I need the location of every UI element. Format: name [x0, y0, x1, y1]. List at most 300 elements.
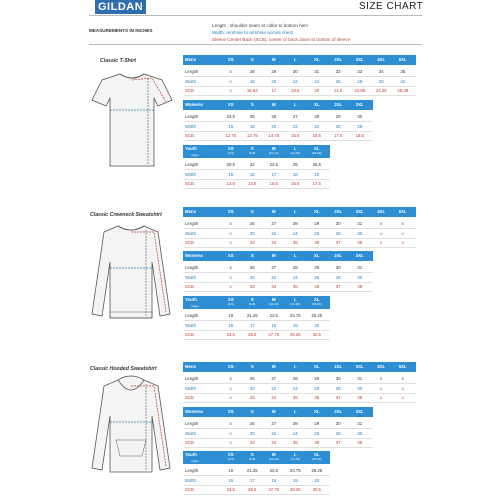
size-age-range: (4-5)	[227, 302, 234, 306]
table-header-label: Womens	[185, 102, 203, 107]
table-cell: 29.25	[289, 487, 301, 492]
size-label: 3XL	[355, 102, 364, 107]
table-cell: 20	[314, 88, 320, 93]
table-row	[183, 160, 330, 169]
product-title: Classic Crewneck Sweatshirt	[90, 212, 162, 218]
table-header	[183, 145, 330, 158]
table-cell: 26	[335, 123, 341, 129]
table-row	[183, 77, 416, 86]
size-column-header	[285, 55, 307, 65]
t-shirt-diagram	[90, 70, 174, 170]
table-cell: 23.75	[289, 468, 301, 473]
size-column-header	[285, 407, 307, 417]
legend-width: Width: armhole to armhole across chest	[212, 30, 293, 35]
table-row	[183, 485, 330, 494]
table-cell: x	[229, 230, 232, 236]
table-cell: 26	[249, 265, 255, 270]
table-cell: 30.5	[312, 487, 321, 492]
size-label: 2XL	[334, 409, 343, 414]
size-label: XS	[227, 57, 234, 62]
table-row	[183, 330, 330, 339]
size-label: L	[293, 209, 297, 214]
table-cell: x	[229, 78, 232, 84]
size-column-header	[306, 251, 328, 261]
table-row	[183, 393, 416, 402]
table-cell: x	[380, 230, 383, 236]
size-column-header	[263, 145, 285, 158]
table-cell: 25	[292, 162, 298, 167]
size-label: M	[271, 253, 276, 258]
table-cell: 19	[314, 171, 320, 177]
table-cell: 26	[314, 385, 320, 391]
table-cell: 18	[271, 477, 277, 483]
table-cell: 34	[271, 240, 277, 245]
table-cell: x	[229, 69, 232, 74]
size-column-header	[306, 407, 328, 417]
size-label: M	[271, 102, 276, 107]
size-label: 5XL	[398, 364, 407, 369]
table-cell: 22	[271, 430, 277, 436]
size-label: L	[293, 364, 297, 369]
size-column-header	[328, 100, 350, 110]
row-label: Length	[185, 468, 199, 473]
table-cell: 34	[271, 440, 277, 445]
size-column-header	[242, 407, 264, 417]
size-label: 4XL	[377, 57, 386, 62]
table-cell: 27	[271, 421, 277, 426]
table-row	[183, 131, 373, 140]
size-label: 2XL	[334, 57, 343, 62]
table-cell: 34	[378, 69, 384, 74]
size-column-header	[306, 100, 328, 110]
table-row	[183, 419, 373, 428]
table-cell: 16	[228, 123, 234, 129]
size-column-header	[285, 251, 307, 261]
table-cell: 15.5	[291, 133, 300, 138]
product-title: Classic Hooded Sweatshirt	[90, 366, 157, 372]
size-column-header	[285, 100, 307, 110]
size-label: 3XL	[355, 209, 364, 214]
table-cell: 30	[357, 430, 363, 436]
table-cell: 26	[314, 230, 320, 236]
size-label: XS	[227, 452, 234, 457]
size-column-header	[263, 451, 285, 464]
table-row	[183, 67, 416, 76]
table-cell: 16	[249, 171, 255, 177]
table-cell: 14.5	[248, 181, 257, 186]
size-column-header	[392, 362, 414, 372]
size-label: XL	[314, 364, 320, 369]
table-cell: x	[401, 221, 404, 226]
size-column-header	[242, 100, 264, 110]
size-label: L	[293, 253, 297, 258]
table-cell: 26.5	[312, 162, 321, 167]
table-cell: 31	[357, 421, 363, 426]
table-cell: x	[229, 88, 232, 93]
table-cell: 18.5	[355, 133, 364, 138]
table-cell: 15.5	[269, 181, 278, 186]
table-cell: 30	[357, 114, 363, 119]
table-header	[183, 100, 373, 110]
crewneck-sweatshirt-diagram	[88, 222, 174, 324]
table-header-label: Mens	[185, 364, 196, 369]
table-cell: 24	[292, 430, 298, 436]
table-cell: x	[229, 421, 232, 426]
row-divider	[183, 247, 416, 248]
table-cell: 31	[357, 265, 363, 270]
row-divider	[183, 494, 330, 495]
size-column-header	[349, 55, 371, 65]
size-label: S	[250, 209, 254, 214]
product-title: Classic T-Shirt	[100, 58, 137, 64]
table-cell: 23.5	[226, 332, 235, 337]
size-column-header	[263, 362, 285, 372]
table-cell: 28	[335, 274, 341, 280]
table-cell: 30	[378, 78, 384, 84]
size-column-header	[220, 100, 242, 110]
row-label: Width	[185, 78, 196, 84]
table-cell: x	[401, 395, 404, 400]
table-cell: 15.63	[246, 88, 258, 93]
table-cell: 26	[249, 221, 255, 226]
header-divider	[89, 44, 422, 45]
table-cell: 26	[314, 430, 320, 436]
size-column-header	[306, 451, 328, 464]
table-cell: 30	[357, 230, 363, 236]
table-cell: 18	[249, 123, 255, 129]
size-column-header	[371, 362, 393, 372]
size-age-range: (4-5)	[227, 457, 234, 461]
table-row	[183, 263, 373, 272]
header-divider	[89, 15, 422, 16]
size-label: 3XL	[355, 253, 364, 258]
table-cell: x	[229, 240, 232, 245]
size-label: 3XL	[355, 57, 364, 62]
size-column-header	[285, 451, 307, 464]
table-row	[183, 273, 373, 282]
row-label: SCB	[185, 440, 194, 445]
row-label: Width	[185, 385, 196, 391]
table-header-label: Mens	[185, 209, 196, 214]
table-row	[183, 384, 416, 393]
table-cell: x	[380, 376, 383, 381]
table-cell: 18.5	[291, 88, 300, 93]
size-label: M	[271, 297, 276, 302]
table-cell: 27	[271, 376, 277, 381]
table-cell: 17.5	[312, 181, 321, 186]
size-label: 5XL	[398, 57, 407, 62]
size-column-header	[349, 100, 371, 110]
table-cell: 35	[292, 240, 298, 245]
size-column-header	[306, 296, 328, 309]
row-label: Length	[185, 313, 199, 318]
table-cell: x	[229, 395, 232, 400]
table-header-label: Womens	[185, 409, 203, 414]
size-column-header	[371, 55, 393, 65]
table-cell: 20	[271, 78, 277, 84]
row-divider	[183, 140, 373, 141]
table-cell: 32	[400, 78, 406, 84]
size-label: XL	[314, 253, 320, 258]
table-cell: 13.5	[226, 181, 235, 186]
size-age-range: (14-16)	[290, 302, 301, 306]
table-cell: 19	[292, 322, 298, 328]
size-label: L	[293, 102, 297, 107]
table-cell: 35	[292, 284, 298, 289]
row-divider	[183, 339, 330, 340]
size-label: XS	[227, 209, 234, 214]
size-column-header	[328, 251, 350, 261]
table-cell: 27	[271, 265, 277, 270]
table-cell: 38	[357, 395, 363, 400]
table-cell: 37	[335, 284, 341, 289]
page-title: SIZE CHART	[359, 1, 424, 12]
table-cell: 24	[292, 274, 298, 280]
size-label: L	[293, 452, 297, 457]
table-cell: 28	[249, 69, 255, 74]
size-label: 2XL	[334, 209, 343, 214]
table-cell: 13.75	[246, 133, 258, 138]
table-cell: 20	[249, 385, 255, 391]
table-row	[183, 374, 416, 383]
table-cell: 20	[314, 477, 320, 483]
table-row	[183, 282, 373, 291]
row-label: Width	[185, 274, 196, 280]
table-row	[183, 86, 416, 95]
size-age-range: (6-8)	[249, 457, 256, 461]
size-label: XL	[314, 146, 320, 151]
table-cell: 17	[249, 477, 255, 483]
table-header	[183, 451, 330, 464]
size-label: S	[250, 57, 254, 62]
hooded-sweatshirt-diagram	[88, 374, 174, 478]
size-column-header	[285, 145, 307, 158]
table-cell: 26	[271, 114, 277, 119]
table-cell: 24	[314, 123, 320, 129]
chart-header	[0, 0, 500, 44]
size-column-header	[285, 296, 307, 309]
size-label: M	[271, 57, 276, 62]
table-cell: 28	[314, 114, 320, 119]
size-age-range: (6-8)	[249, 302, 256, 306]
table-row	[183, 122, 373, 131]
table-cell: 28	[292, 376, 298, 381]
size-label: M	[271, 452, 276, 457]
size-column-header	[392, 207, 414, 217]
size-column-header	[285, 362, 307, 372]
table-cell: 28	[357, 123, 363, 129]
table-cell: 15	[228, 477, 234, 483]
table-cell: 14.75	[268, 133, 280, 138]
table-cell: 18	[249, 78, 255, 84]
table-cell: 20	[271, 123, 277, 129]
table-cell: 36	[314, 395, 320, 400]
size-label: S	[250, 146, 254, 151]
table-cell: 23.5	[226, 487, 235, 492]
size-column-header	[220, 145, 242, 158]
table-cell: x	[229, 440, 232, 445]
size-age-range: (18-20)	[311, 151, 322, 155]
table-cell: 18	[271, 322, 277, 328]
row-label: SCB	[185, 88, 194, 93]
size-label: XL	[314, 209, 320, 214]
size-column-header	[306, 362, 328, 372]
table-cell: 26.5	[248, 487, 257, 492]
size-label: XL	[314, 409, 320, 414]
table-cell: 19	[292, 477, 298, 483]
table-cell: 17.5	[334, 133, 343, 138]
table-header-sublabel: (Age)	[191, 304, 199, 308]
row-divider	[183, 447, 373, 448]
table-cell: 35	[400, 69, 406, 74]
table-cell: 24	[314, 78, 320, 84]
table-cell: 20	[249, 230, 255, 236]
table-cell: 28	[335, 230, 341, 236]
size-column-header	[242, 207, 264, 217]
size-column-header	[392, 55, 414, 65]
size-label: L	[293, 297, 297, 302]
table-cell: 32	[335, 69, 341, 74]
table-cell: 36	[314, 284, 320, 289]
table-cell: 35	[292, 440, 298, 445]
table-row	[183, 112, 373, 121]
size-label: S	[250, 452, 254, 457]
size-label: XL	[314, 297, 320, 302]
brand-logo: GILDAN	[95, 0, 146, 14]
table-cell: x	[401, 240, 404, 245]
row-divider	[183, 402, 416, 403]
table-cell: 30	[357, 274, 363, 280]
table-cell: x	[229, 221, 232, 226]
size-column-header	[328, 362, 350, 372]
table-cell: 26	[335, 78, 341, 84]
table-header-label: Womens	[185, 253, 203, 258]
size-age-range: (10-12)	[268, 151, 279, 155]
size-column-header	[306, 55, 328, 65]
table-cell: 22	[292, 123, 298, 129]
table-cell: 18	[292, 171, 298, 177]
table-cell: 27.75	[268, 487, 280, 492]
table-cell: 37	[335, 240, 341, 245]
table-cell: 25.38	[397, 88, 409, 93]
size-column-header	[220, 207, 242, 217]
row-label: Length	[185, 162, 199, 167]
row-label: SCB	[185, 284, 194, 289]
table-cell: 30	[335, 376, 341, 381]
row-divider	[183, 291, 373, 292]
table-cell: 24	[292, 230, 298, 236]
size-label: XL	[314, 452, 320, 457]
size-column-header	[285, 207, 307, 217]
size-label: M	[271, 409, 276, 414]
size-label: XS	[227, 102, 234, 107]
size-label: XS	[227, 364, 234, 369]
table-cell: 26.5	[248, 332, 257, 337]
table-header-label: Mens	[185, 57, 196, 62]
size-label: XS	[227, 297, 234, 302]
size-label: S	[250, 297, 254, 302]
table-cell: x	[229, 430, 232, 436]
size-column-header	[242, 451, 264, 464]
size-column-header	[263, 55, 285, 65]
size-label: L	[293, 146, 297, 151]
table-cell: 38	[357, 440, 363, 445]
table-cell: 33	[249, 395, 255, 400]
size-age-range: (6-8)	[249, 151, 256, 155]
table-cell: 17	[249, 322, 255, 328]
measurements-label: MEASUREMENTS IN INCHES	[89, 28, 153, 33]
table-header	[183, 55, 416, 65]
table-cell: x	[401, 385, 404, 391]
size-column-header	[263, 407, 285, 417]
table-cell: x	[401, 230, 404, 236]
table-cell: x	[229, 376, 232, 381]
table-header-sublabel: (Age)	[191, 459, 199, 463]
row-label: SCB	[185, 332, 194, 337]
table-cell: 15	[228, 322, 234, 328]
table-cell: 23.5	[226, 114, 235, 119]
table-cell: 15	[228, 171, 234, 177]
table-cell: 31	[357, 376, 363, 381]
size-column-header	[349, 207, 371, 217]
table-row	[183, 321, 330, 330]
table-cell: 29	[314, 265, 320, 270]
table-header	[183, 251, 373, 261]
table-row	[183, 219, 416, 228]
table-row	[183, 170, 330, 179]
size-label: L	[293, 409, 297, 414]
table-cell: 31	[357, 221, 363, 226]
table-cell: 28	[292, 421, 298, 426]
size-column-header	[328, 207, 350, 217]
row-label: SCB	[185, 487, 194, 492]
table-cell: 37	[335, 395, 341, 400]
table-cell: 12.75	[225, 133, 237, 138]
size-age-range: (18-20)	[311, 457, 322, 461]
size-label: 4XL	[377, 364, 386, 369]
table-cell: 28	[357, 78, 363, 84]
table-cell: 22.5	[269, 313, 278, 318]
table-cell: x	[380, 385, 383, 391]
row-label: Length	[185, 221, 199, 226]
table-cell: 28	[335, 430, 341, 436]
table-cell: 20	[314, 322, 320, 328]
row-divider	[183, 95, 416, 96]
size-label: 5XL	[398, 209, 407, 214]
table-cell: 22	[271, 274, 277, 280]
table-header-label: Youth	[185, 146, 197, 151]
table-cell: x	[229, 385, 232, 391]
table-cell: 16.5	[312, 133, 321, 138]
table-cell: 29	[335, 114, 341, 119]
table-cell: x	[380, 240, 383, 245]
table-cell: 17	[271, 171, 277, 177]
size-column-header	[242, 251, 264, 261]
table-cell: 22.88	[354, 88, 366, 93]
table-cell: 30	[335, 421, 341, 426]
row-label: Width	[185, 322, 196, 328]
table-cell: 22	[271, 385, 277, 391]
size-label: M	[271, 364, 276, 369]
size-label: M	[271, 146, 276, 151]
size-column-header	[263, 207, 285, 217]
table-cell: 17	[271, 88, 277, 93]
row-label: Width	[185, 430, 196, 436]
table-cell: 22	[292, 78, 298, 84]
size-label: XL	[314, 102, 320, 107]
table-cell: 20.5	[226, 162, 235, 167]
table-cell: 35	[292, 395, 298, 400]
